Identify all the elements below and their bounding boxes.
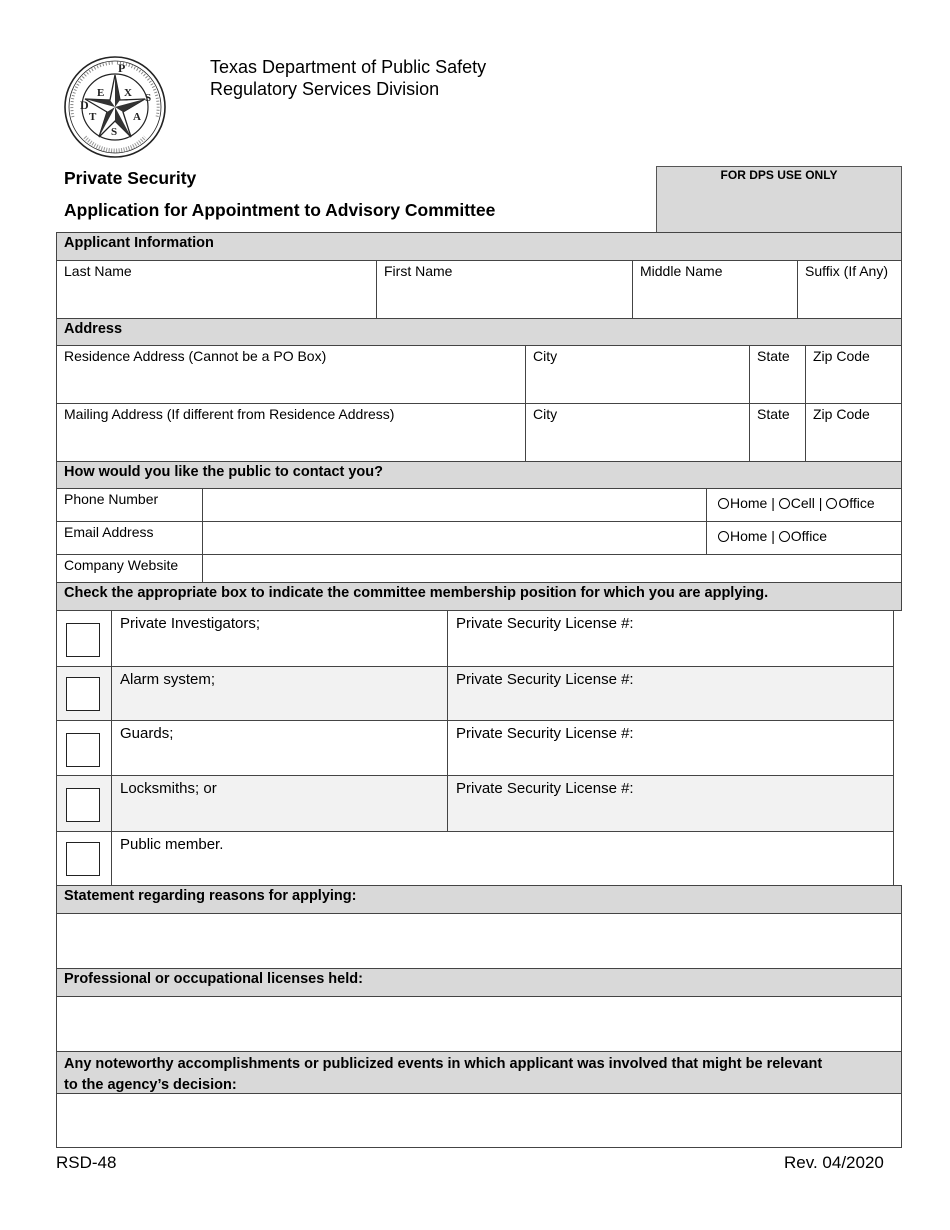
- alarm-system-checkbox[interactable]: [66, 677, 100, 711]
- position-private-investigators: Private Investigators;: [111, 610, 448, 667]
- statement-input[interactable]: [56, 913, 902, 969]
- company-website-label: Company Website: [64, 557, 179, 573]
- agency-line-1: Texas Department of Public Safety: [210, 57, 487, 77]
- email-office-radio[interactable]: [779, 531, 790, 542]
- email-address-label: Email Address: [64, 524, 154, 540]
- revision-date: Rev. 04/2020: [784, 1153, 884, 1172]
- section-header-membership: Check the appropriate box to indicate the committee membership position for which you are applying.: [56, 582, 902, 611]
- separator: |: [771, 495, 775, 511]
- checkbox-cell: [56, 775, 112, 832]
- private-investigators-checkbox[interactable]: [66, 623, 100, 657]
- email-office-option[interactable]: [779, 528, 827, 544]
- private-investigators-license-field[interactable]: [447, 610, 894, 667]
- separator: |: [818, 495, 823, 511]
- dps-use-only-box: FOR DPS USE ONLY: [656, 166, 902, 233]
- locksmiths-checkbox[interactable]: [66, 788, 100, 822]
- zip-label: Zip Code: [813, 348, 870, 364]
- form-title: Application for Appointment to Advisory Committee: [64, 200, 496, 220]
- form-title-program: Private Security: [64, 168, 197, 188]
- accomplishments-header-line-2: to the agency’s decision:: [64, 1077, 237, 1093]
- mailing-state-field[interactable]: [749, 403, 806, 462]
- state-label: State: [757, 348, 790, 364]
- guards-checkbox[interactable]: [66, 733, 100, 767]
- phone-number-input[interactable]: [202, 488, 707, 522]
- public-member-checkbox[interactable]: [66, 842, 100, 876]
- phone-home-label: Home: [730, 495, 768, 511]
- email-address-label-cell: [56, 521, 203, 555]
- alarm-system-license-field[interactable]: [447, 666, 894, 721]
- middle-name-label: Middle Name: [640, 263, 723, 279]
- license-label: Private Security License #:: [456, 615, 634, 632]
- checkbox-cell: [56, 720, 112, 776]
- svg-text:P: P: [118, 61, 126, 75]
- svg-text:D: D: [80, 98, 89, 112]
- email-home-option[interactable]: [718, 528, 767, 544]
- residence-zip-field[interactable]: [805, 345, 902, 404]
- section-header-accomplishments: [56, 1051, 902, 1094]
- state-label: State: [757, 406, 790, 422]
- svg-text:T: T: [89, 111, 97, 123]
- email-home-label: Home: [730, 528, 768, 544]
- position-public-member: Public member.: [111, 831, 894, 886]
- phone-office-option[interactable]: [826, 495, 874, 511]
- company-website-input[interactable]: [202, 554, 902, 583]
- form-id: RSD-48: [56, 1153, 117, 1172]
- mailing-city-field[interactable]: [525, 403, 750, 462]
- checkbox-cell: [56, 831, 112, 886]
- position-guards: Guards;: [111, 720, 448, 776]
- residence-state-field[interactable]: [749, 345, 806, 404]
- guards-license-field[interactable]: [447, 720, 894, 776]
- first-name-field[interactable]: [376, 260, 633, 319]
- last-name-label: Last Name: [64, 263, 132, 279]
- section-header-licenses-held: Professional or occupational licenses held:: [56, 968, 902, 997]
- mailing-address-label: Mailing Address (If different from Residence Address): [64, 406, 395, 422]
- phone-number-label-cell: [56, 488, 203, 522]
- accomplishments-header-line-1: Any noteworthy accomplishments or publicized events in which applicant was involved that might be relevant: [64, 1056, 823, 1072]
- residence-address-label: Residence Address (Cannot be a PO Box): [64, 348, 327, 364]
- residence-address-field[interactable]: [56, 345, 526, 404]
- email-type-options: [706, 521, 902, 555]
- mailing-zip-field[interactable]: [805, 403, 902, 462]
- license-label: Private Security License #:: [456, 780, 634, 797]
- licenses-held-input[interactable]: [56, 996, 902, 1052]
- svg-text:S: S: [111, 126, 118, 138]
- email-home-radio[interactable]: [718, 531, 729, 542]
- phone-number-label: Phone Number: [64, 491, 159, 507]
- section-header-statement: Statement regarding reasons for applying:: [56, 885, 902, 914]
- svg-text:E: E: [97, 87, 105, 99]
- section-header-applicant: Applicant Information: [56, 232, 902, 261]
- phone-home-option[interactable]: [718, 495, 767, 511]
- suffix-field[interactable]: [797, 260, 902, 319]
- section-header-contact: How would you like the public to contact you?: [56, 461, 902, 489]
- section-header-address: Address: [56, 318, 902, 346]
- phone-type-options: [706, 488, 902, 522]
- last-name-field[interactable]: [56, 260, 377, 319]
- residence-city-field[interactable]: [525, 345, 750, 404]
- texas-dps-seal-logo: [63, 55, 167, 159]
- email-address-input[interactable]: [202, 521, 707, 555]
- zip-label: Zip Code: [813, 406, 870, 422]
- city-label: City: [533, 348, 558, 364]
- svg-text:X: X: [124, 87, 132, 99]
- license-label: Private Security License #:: [456, 725, 634, 742]
- phone-cell-option[interactable]: [779, 495, 815, 511]
- locksmiths-license-field[interactable]: [447, 775, 894, 832]
- first-name-label: First Name: [384, 263, 453, 279]
- svg-text:S: S: [145, 92, 152, 104]
- phone-office-radio[interactable]: [826, 498, 837, 509]
- phone-cell-radio[interactable]: [779, 498, 790, 509]
- company-website-label-cell: [56, 554, 203, 583]
- position-locksmiths: Locksmiths; or: [111, 775, 448, 832]
- accomplishments-input[interactable]: [56, 1093, 902, 1148]
- mailing-address-field[interactable]: [56, 403, 526, 462]
- agency-name: [210, 56, 486, 100]
- phone-office-label: Office: [838, 495, 875, 511]
- svg-text:A: A: [133, 111, 141, 123]
- separator: |: [771, 528, 775, 544]
- city-label: City: [533, 406, 558, 422]
- agency-line-2: Regulatory Services Division: [210, 79, 440, 99]
- suffix-label: Suffix (If Any): [805, 263, 888, 279]
- checkbox-cell: [56, 666, 112, 721]
- middle-name-field[interactable]: [632, 260, 798, 319]
- phone-home-radio[interactable]: [718, 498, 729, 509]
- license-label: Private Security License #:: [456, 671, 634, 688]
- position-alarm-system: Alarm system;: [111, 666, 448, 721]
- checkbox-cell: [56, 610, 112, 667]
- phone-cell-label: Cell: [790, 495, 815, 511]
- email-office-label: Office: [790, 528, 828, 544]
